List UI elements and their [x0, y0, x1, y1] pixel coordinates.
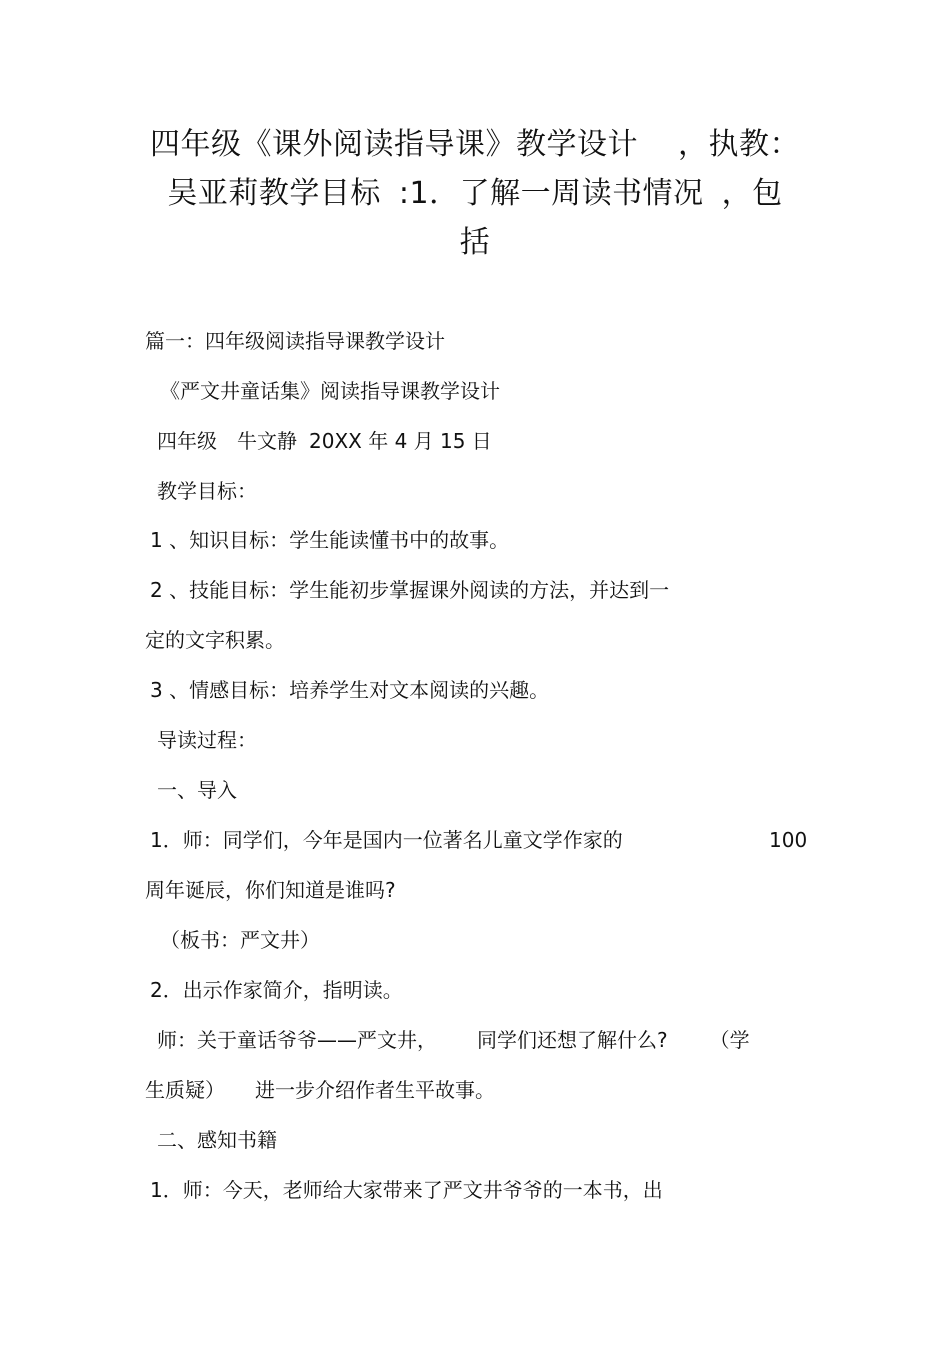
document-title — [135, 120, 815, 267]
meta-date: 20XX 年 4 月 15 日 — [309, 429, 492, 453]
paragraph-3-line-1 — [157, 1027, 750, 1053]
book-title-line: 《严文井童话集》阅读指导课教学设计 — [160, 379, 500, 403]
part-1-heading: 一、导入 — [157, 778, 237, 802]
paragraph-4: 1．师：今天，老师给大家带来了严文井爷爷的一本书，出 — [150, 1178, 663, 1202]
paragraph-3-text: 进一步介绍作者生平故事。 — [255, 1078, 495, 1102]
title-text: 四年级《课外阅读指导课》教学设计 — [150, 127, 638, 162]
paragraph-1-line-2: 周年诞辰，你们知道是谁吗? — [145, 878, 396, 902]
paragraph-3-text: 同学们还想了解什么? — [477, 1028, 668, 1052]
meta-author: 牛文静 — [237, 429, 297, 453]
paragraph-1-number: 100 — [769, 828, 808, 852]
section-heading: 篇一：四年级阅读指导课教学设计 — [145, 329, 445, 353]
title-text: ，包 — [721, 176, 783, 211]
objective-3: 3 、情感目标：培养学生对文本阅读的兴趣。 — [150, 678, 550, 702]
title-text: :1．了解一周读书情况 — [398, 176, 704, 211]
objectives-label: 教学目标： — [157, 479, 257, 503]
title-text: ，执教： — [678, 127, 800, 162]
objective-1: 1 、知识目标：学生能读懂书中的故事。 — [150, 528, 510, 552]
paragraph-3-text: （学 — [709, 1028, 750, 1052]
title-line-2 — [135, 169, 815, 218]
board-note: （板书：严文井） — [160, 928, 320, 952]
paragraph-1-line-1: 1．师：同学们，今年是国内一位著名儿童文学作家的 — [150, 828, 623, 852]
meta-line — [157, 428, 492, 454]
part-2-heading: 二、感知书籍 — [157, 1128, 277, 1152]
objective-2-line-1: 2 、技能目标：学生能初步掌握课外阅读的方法，并达到一 — [150, 578, 670, 602]
title-line-3: 括 — [459, 225, 491, 260]
paragraph-2: 2．出示作家简介，指明读。 — [150, 978, 403, 1002]
meta-grade: 四年级 — [157, 429, 217, 453]
title-text: 吴亚莉教学目标 — [167, 176, 381, 211]
paragraph-3-text: 师：关于童话爷爷——严文井， — [157, 1028, 437, 1052]
process-label: 导读过程： — [157, 728, 257, 752]
objective-2-line-2: 定的文字积累。 — [145, 628, 285, 652]
paragraph-3-line-2 — [145, 1077, 495, 1103]
paragraph-3-text: 生质疑） — [145, 1078, 225, 1102]
title-line-1 — [135, 120, 815, 169]
